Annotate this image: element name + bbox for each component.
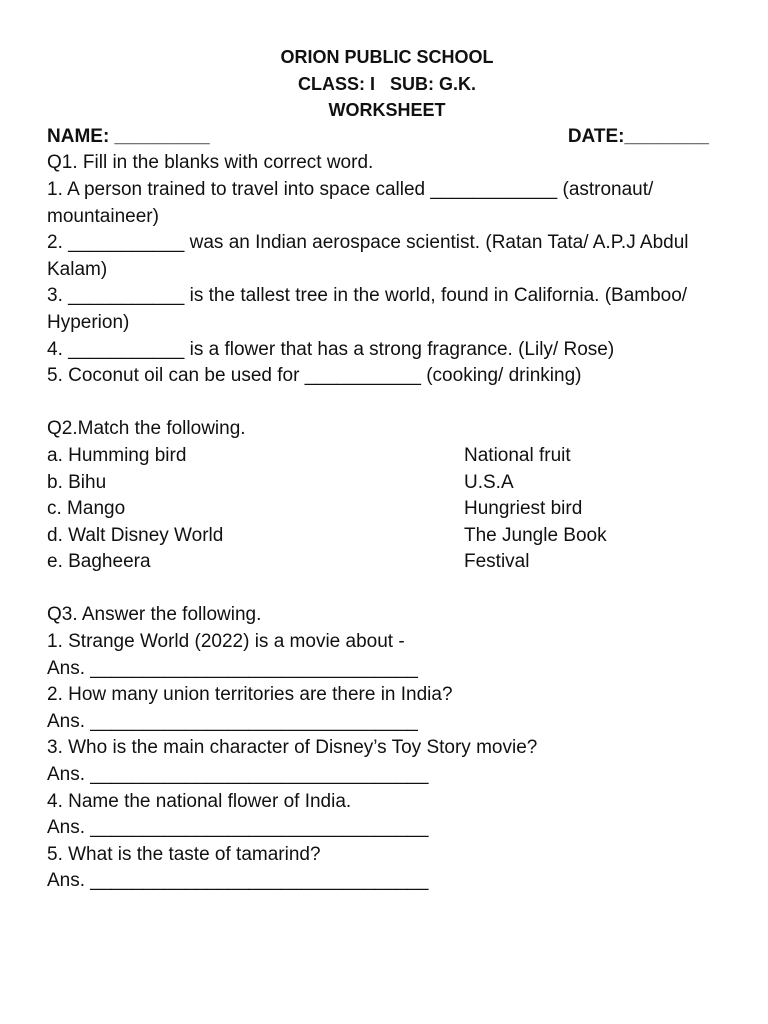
answer-line: Ans. _______________________________ <box>47 657 418 679</box>
match-row <box>47 523 727 550</box>
name-field: NAME: _________ <box>47 125 210 147</box>
answer-question: 5. What is the taste of tamarind? <box>47 843 321 865</box>
answer-question: 3. Who is the main character of Disney’s Toy Story movie? <box>47 737 538 759</box>
match-left-item: d. Walt Disney World <box>47 524 224 546</box>
worksheet-header <box>47 44 727 124</box>
answer-question: 4. Name the national flower of India. <box>47 790 352 812</box>
answer-line: Ans. ________________________________ <box>47 764 429 786</box>
match-left-item: b. Bihu <box>47 471 107 493</box>
match-left-item: c. Mango <box>47 498 126 520</box>
question-2-heading: Q2.Match the following. <box>47 418 246 440</box>
match-row <box>47 496 727 523</box>
fill-blank-item: 2. ___________ was an Indian aerospace scientist. (Ratan Tata/ A.P.J Abdul Kalam) <box>47 232 689 280</box>
school-name: ORION PUBLIC SCHOOL <box>280 47 494 67</box>
match-right-item: Festival <box>464 551 530 573</box>
question-3-heading: Q3. Answer the following. <box>47 604 262 626</box>
answer-question: 2. How many union territories are there in India? <box>47 684 453 706</box>
section-spacer <box>47 576 727 603</box>
answer-line: Ans. ________________________________ <box>47 817 429 839</box>
match-row <box>47 443 727 470</box>
worksheet-page <box>47 44 727 895</box>
match-row <box>47 470 727 497</box>
fill-blank-item: 3. ___________ is the tallest tree in the world, found in California. (Bamboo/ Hyperion) <box>47 285 688 333</box>
question-1-section <box>47 150 727 389</box>
answer-line: Ans. ________________________________ <box>47 870 429 892</box>
answer-question: 1. Strange World (2022) is a movie about - <box>47 631 405 653</box>
fill-blank-item: 4. ___________ is a flower that has a strong fragrance. (Lily/ Rose) <box>47 338 615 360</box>
fill-blank-item: 1. A person trained to travel into space called ____________ (astronaut/ mountaineer) <box>47 178 654 227</box>
match-right-item: U.S.A <box>464 471 514 493</box>
question-2-section <box>47 416 727 576</box>
match-right-item: Hungriest bird <box>464 498 583 520</box>
match-left-item: a. Humming bird <box>47 444 187 466</box>
section-spacer <box>47 390 727 417</box>
answer-line: Ans. _______________________________ <box>47 710 418 732</box>
worksheet-title: WORKSHEET <box>328 100 446 121</box>
question-3-section <box>47 602 727 895</box>
class-subject-line: CLASS: I SUB: G.K. <box>297 73 476 94</box>
match-left-item: e. Bagheera <box>47 551 151 573</box>
match-right-item: The Jungle Book <box>464 524 607 546</box>
match-right-item: National fruit <box>464 444 571 466</box>
date-field: DATE:________ <box>567 125 709 147</box>
match-row <box>47 549 727 576</box>
name-date-row <box>47 124 727 151</box>
question-1-heading: Q1. Fill in the blanks with correct word. <box>47 152 374 174</box>
fill-blank-item: 5. Coconut oil can be used for ___________ (cooking/ drinking) <box>47 365 582 387</box>
